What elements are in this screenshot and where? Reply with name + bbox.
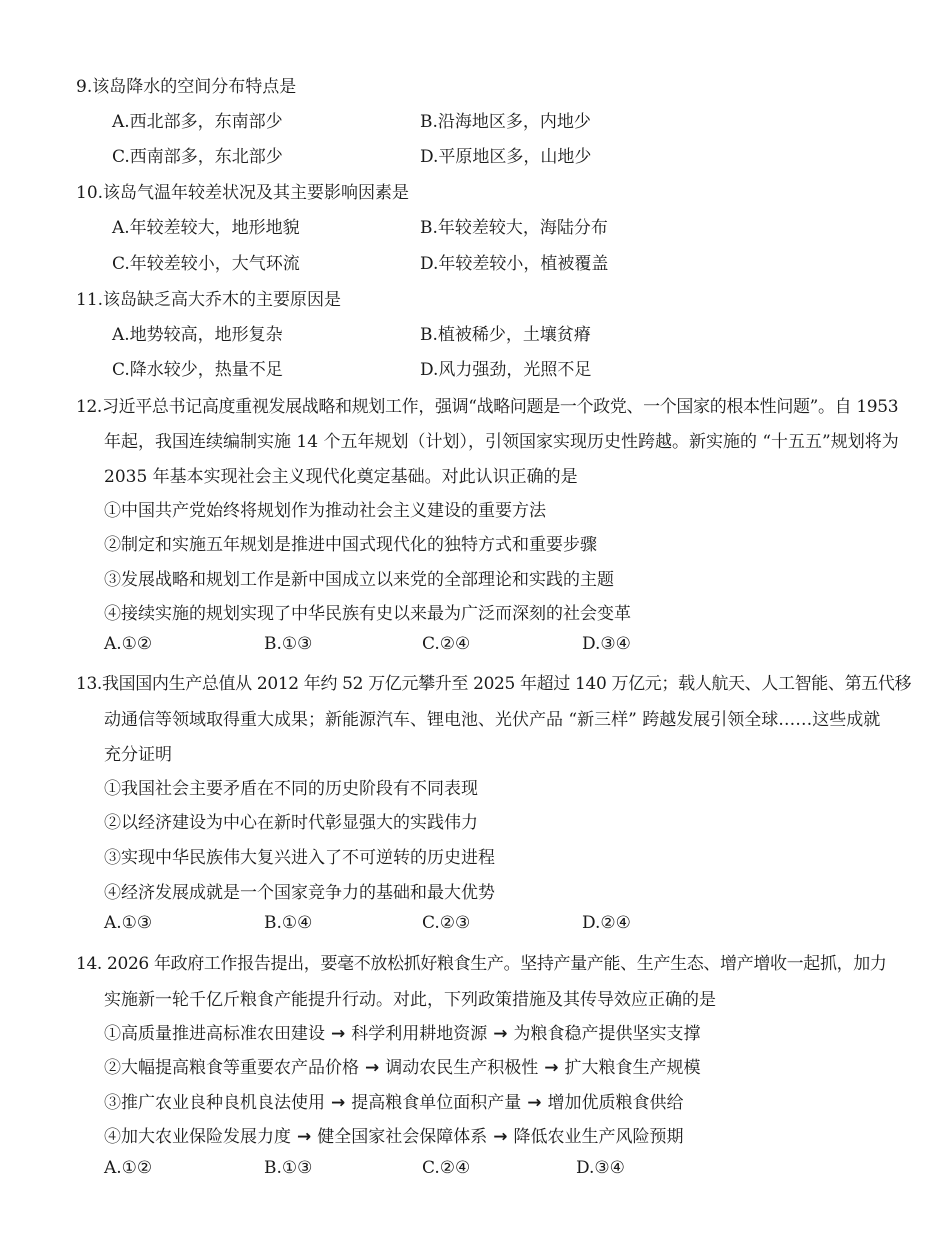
q9-stem: 9.该岛降水的空间分布特点是 [76,77,297,97]
q11-option-b: B.植被稀少，土壤贫瘠 [420,325,591,345]
q12-statement-4: ④接续实施的规划实现了中华民族有史以来最为广泛而深刻的社会变革 [104,604,631,624]
right-arrow-icon: → [493,1127,508,1147]
right-arrow-icon: → [544,1058,559,1078]
q10-option-d: D.年较差较小，植被覆盖 [420,254,609,274]
right-arrow-icon: → [493,1024,508,1044]
q14-option-a: A.①② [104,1158,153,1178]
q14-stem-line-1: 14. 2026 年政府工作报告提出，要毫不放松抓好粮食生产。坚持产量产能、生产生态、增产增收一起抓，加力 [76,954,887,974]
q10-stem: 10.该岛气温年较差状况及其主要影响因素是 [76,183,410,203]
q12-option-d: D.③④ [582,634,631,654]
q14-chain-1-step-1: ①高质量推进高标准农田建设 [104,1024,325,1044]
q14-chain-4-step-3: 降低农业生产风险预期 [513,1127,684,1147]
q12-statement-3: ③发展战略和规划工作是新中国成立以来党的全部理论和实践的主题 [104,570,614,590]
q14-option-b: B.①③ [264,1158,313,1178]
q13-statement-4: ④经济发展成就是一个国家竞争力的基础和最大优势 [104,883,495,903]
q14-chain-2-step-2: 调动农民生产积极性 [385,1058,539,1078]
q12-option-a: A.①② [104,634,153,654]
q14-chain-1-step-3: 为粮食稳产提供坚实支撑 [513,1024,701,1044]
q10-option-c: C.年较差较小，大气环流 [112,254,300,274]
q12-option-b: B.①③ [264,634,313,654]
q13-statement-2: ②以经济建设为中心在新时代彰显强大的实践伟力 [104,813,478,833]
q11-option-a: A.地势较高，地形复杂 [112,325,283,345]
q13-stem-line-3: 充分证明 [104,745,172,765]
q12-option-c: C.②④ [422,634,471,654]
q12-stem-line-1: 12.习近平总书记高度重视发展战略和规划工作，强调“战略问题是一个政党、一个国家的根本性问题”。自 1953 [76,397,899,417]
right-arrow-icon: → [365,1058,380,1078]
q9-option-d: D.平原地区多，山地少 [420,147,592,167]
q13-stem-line-2: 动通信等领域取得重大成果；新能源汽车、锂电池、光伏产品 “新三样” 跨越发展引领全球……这些成就 [104,710,881,730]
q14-chain-4-step-2: 健全国家社会保障体系 [317,1127,488,1147]
right-arrow-icon: → [331,1024,346,1044]
right-arrow-icon: → [527,1093,542,1113]
right-arrow-icon: → [331,1093,346,1113]
q14-chain-2-step-1: ②大幅提高粮食等重要农产品价格 [104,1058,359,1078]
q12-stem-line-3: 2035 年基本实现社会主义现代化奠定基础。对此认识正确的是 [104,467,578,487]
q14-chain-1 [104,1019,701,1044]
q10-option-a: A.年较差较大，地形地貌 [112,218,300,238]
q10-option-b: B.年较差较大，海陆分布 [420,218,608,238]
q11-option-c: C.降水较少，热量不足 [112,360,283,380]
q9-option-a: A.西北部多，东南部少 [112,112,283,132]
right-arrow-icon: → [297,1127,312,1147]
q14-chain-2 [104,1053,701,1078]
q14-chain-1-step-2: 科学利用耕地资源 [351,1024,488,1044]
q14-stem-line-2: 实施新一轮千亿斤粮食产能提升行动。对此，下列政策措施及其传导效应正确的是 [104,990,716,1010]
q13-statement-1: ①我国社会主要矛盾在不同的历史阶段有不同表现 [104,779,478,799]
q13-option-c: C.②③ [422,913,471,933]
q9-option-b: B.沿海地区多，内地少 [420,112,591,132]
q14-option-c: C.②④ [422,1158,471,1178]
q11-stem: 11.该岛缺乏高大乔木的主要原因是 [76,290,342,310]
q12-statement-1: ①中国共产党始终将规划作为推动社会主义建设的重要方法 [104,501,546,521]
q14-chain-2-step-3: 扩大粮食生产规模 [564,1058,701,1078]
q14-chain-3 [104,1088,684,1113]
q14-chain-4-step-1: ④加大农业保险发展力度 [104,1127,291,1147]
q13-stem-line-1: 13.我国国内生产总值从 2012 年约 52 万亿元攀升至 2025 年超过 140 万亿元；载人航天、人工智能、第五代移 [76,674,912,694]
q13-option-d: D.②④ [582,913,631,933]
q14-chain-3-step-1: ③推广农业良种良机良法使用 [104,1093,325,1113]
q11-option-d: D.风力强劲，光照不足 [420,360,592,380]
q12-statement-2: ②制定和实施五年规划是推进中国式现代化的独特方式和重要步骤 [104,535,597,555]
q12-stem-line-2: 年起，我国连续编制实施 14 个五年规划（计划），引领国家实现历史性跨越。新实施的 “十五五”规划将为 [104,432,899,452]
q13-statement-3: ③实现中华民族伟大复兴进入了不可逆转的历史进程 [104,848,495,868]
q9-option-c: C.西南部多，东北部少 [112,147,283,167]
q14-chain-4 [104,1122,684,1147]
q14-chain-3-step-3: 增加优质粮食供给 [547,1093,684,1113]
q14-option-d: D.③④ [576,1158,625,1178]
q13-option-a: A.①③ [104,913,153,933]
q14-chain-3-step-2: 提高粮食单位面积产量 [351,1093,522,1113]
q13-option-b: B.①④ [264,913,313,933]
